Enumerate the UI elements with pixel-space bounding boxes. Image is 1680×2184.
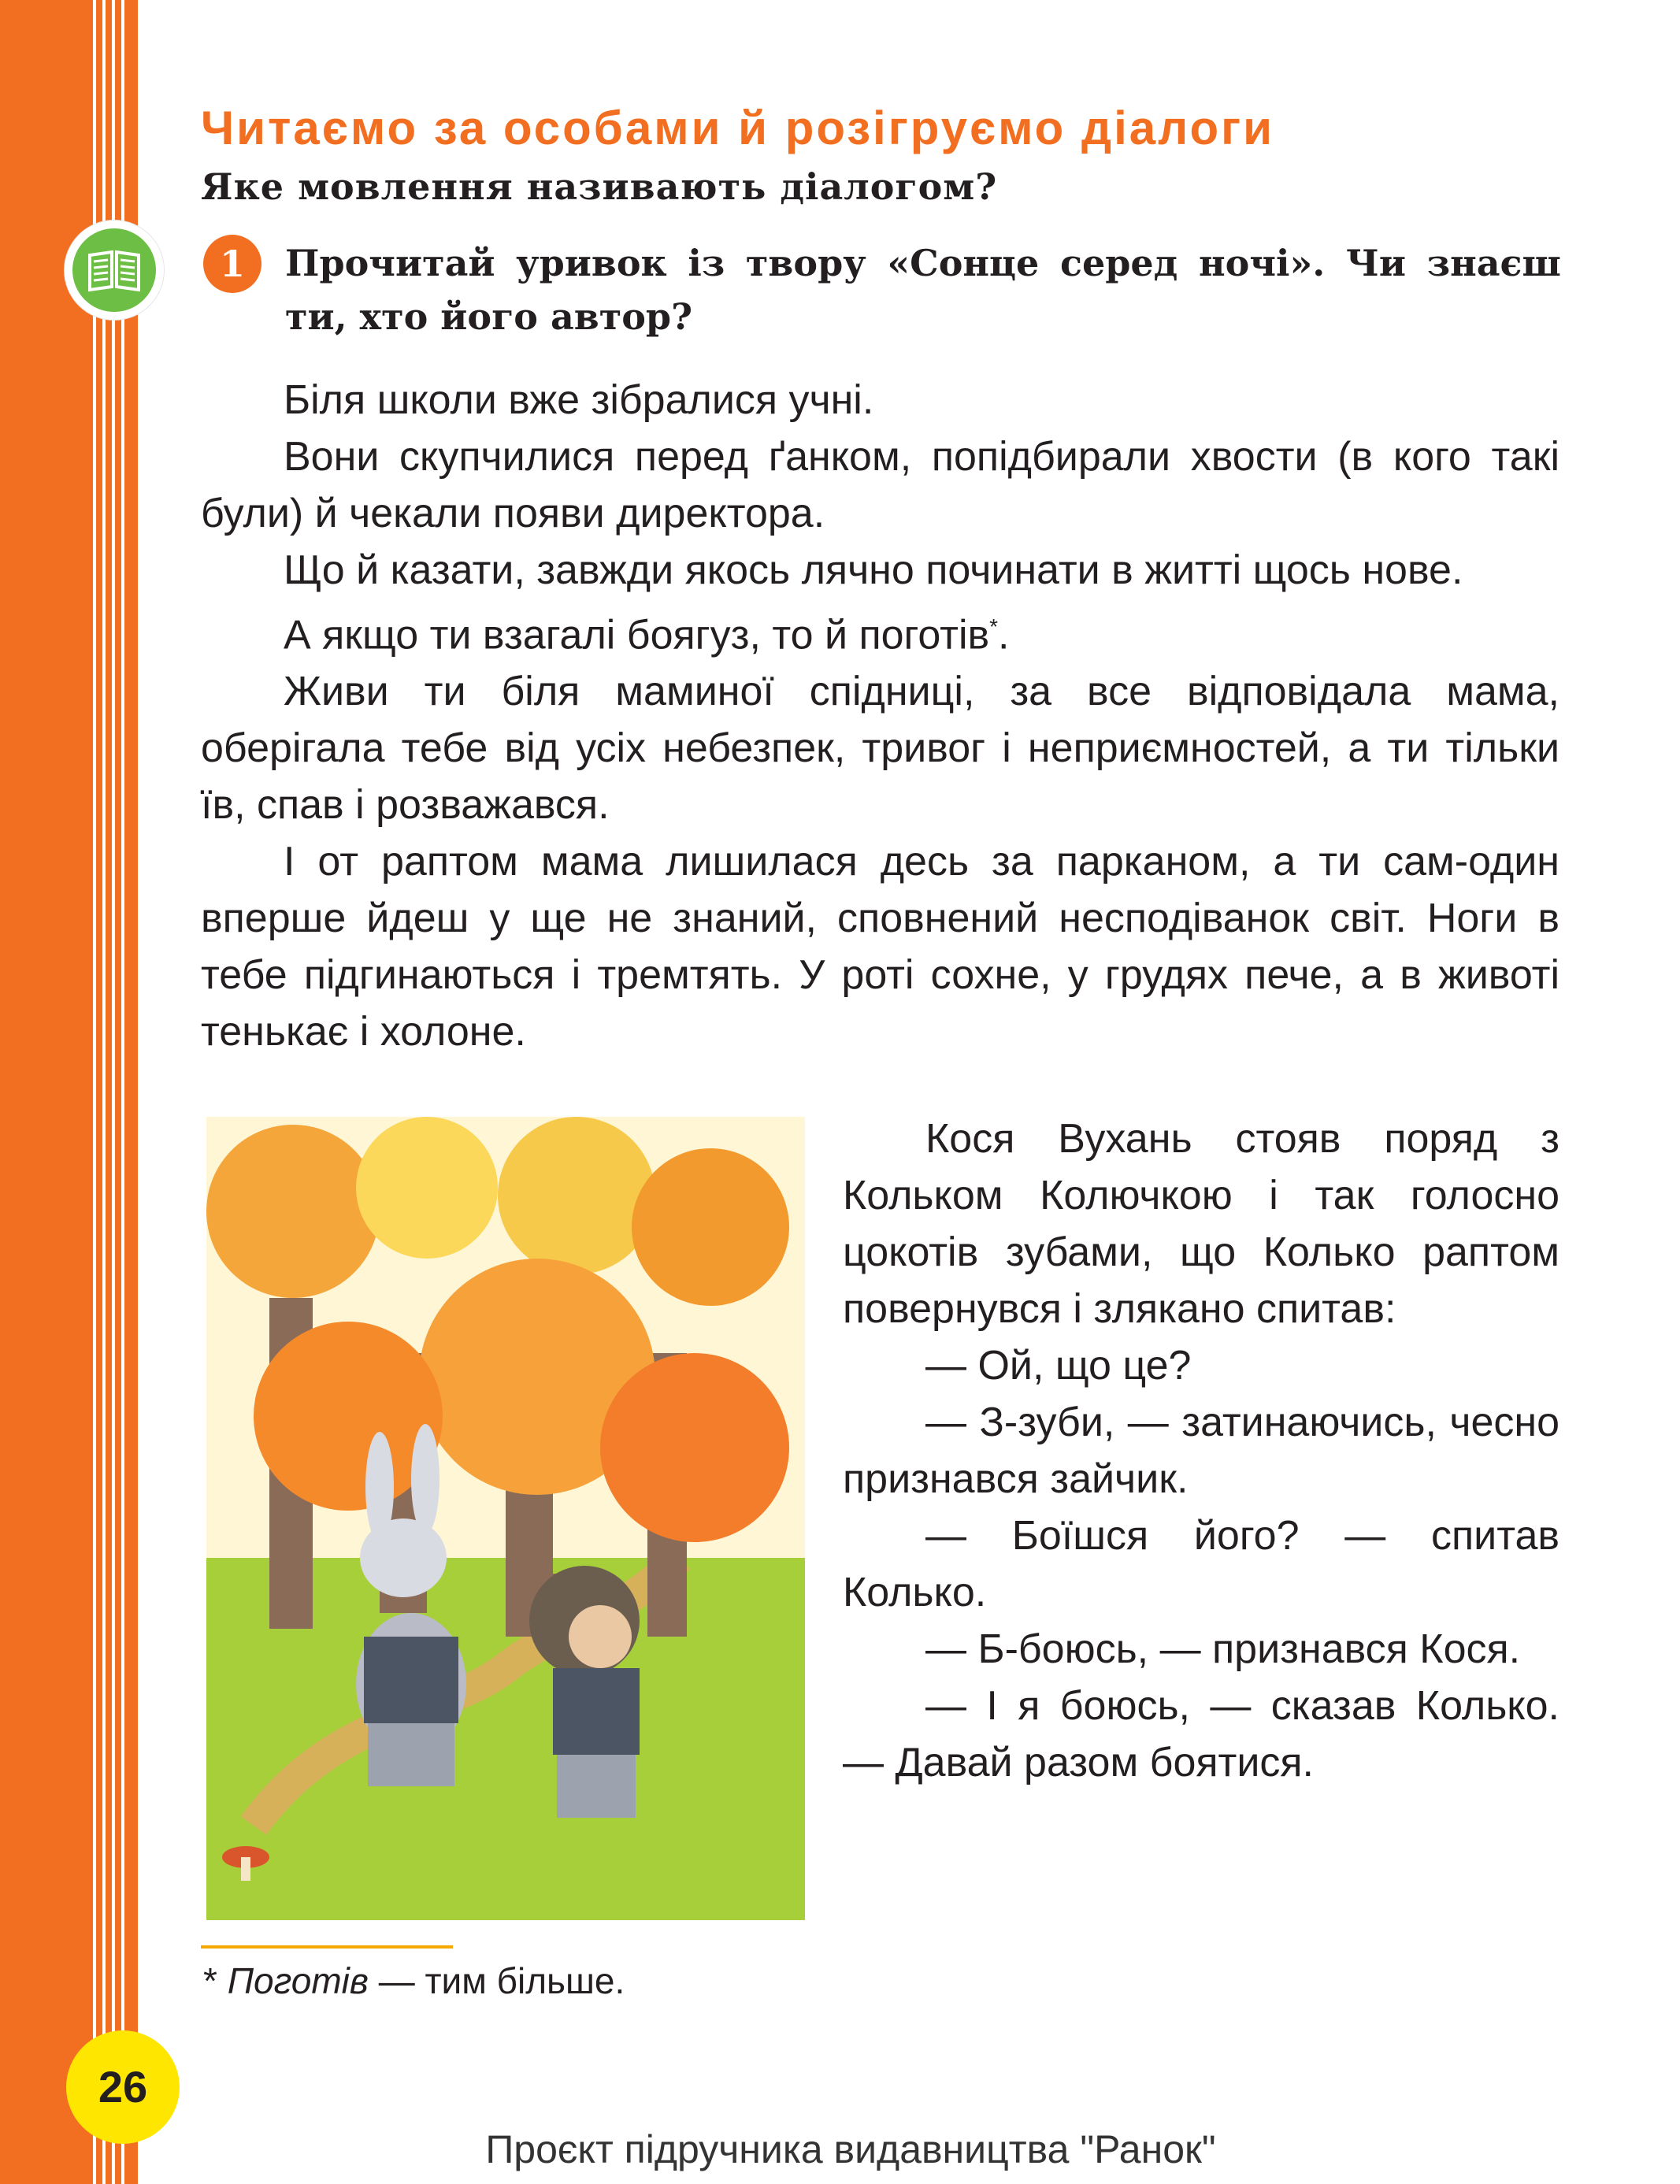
- forest-illustration: [206, 1117, 805, 1920]
- dialogue-line: — І я боюсь, — сказав Колько. — Давай разом боятися.: [843, 1683, 1559, 1785]
- footnote-definition: — тим більше.: [378, 1960, 625, 2001]
- story-paragraph: І от раптом мама лишилася десь за парканом, а ти сам-один вперше йдеш у ще не знаний, сповнений несподіванок світ. Ноги в тебе підгинаються і тремтять. У роті сохне, у грудях пече, а в животі тенькає і холоне.: [201, 839, 1559, 1055]
- sidebar-stripe: [121, 0, 124, 2184]
- pogotiv-line: А якщо ти взагалі боягуз, то й поготів: [284, 612, 990, 658]
- footnote-term: Поготів: [227, 1960, 369, 2001]
- task-number-badge: 1: [203, 235, 261, 293]
- page-sidebar: [0, 0, 138, 2184]
- dialogue-line: — З-зуби, — затинаючись, чесно признався зайчик.: [843, 1400, 1559, 1502]
- story-paragraph: Живи ти біля маминої спідниці, за все відповідала мама, оберігала тебе від усіх небезпек, тривог і неприємностей, а ти тільки їв, спав і розважався.: [201, 669, 1559, 829]
- sidebar-stripe: [93, 0, 96, 2184]
- footnote-mark: *: [203, 1960, 217, 2001]
- sidebar-stripe: [102, 0, 106, 2184]
- page-number: 26: [66, 2030, 180, 2144]
- story-paragraph-pogotiv: А якщо ти взагалі боягуз, то й поготів*.: [284, 612, 1010, 658]
- dialogue-line: — Ой, що це?: [925, 1343, 1192, 1389]
- task-instruction: Прочитай уривок із твору «Сонце серед ночі». Чи знаєш ти, хто його автор?: [285, 242, 1561, 338]
- open-book-icon: [65, 221, 164, 320]
- story-paragraph: Що й казати, завжди якось лячно починати в житті щось нове.: [284, 547, 1463, 593]
- story-text: [201, 372, 1559, 1060]
- footnote: [203, 1960, 1148, 2002]
- footnote-marker: *: [989, 614, 999, 639]
- sidebar-stripe: [112, 0, 115, 2184]
- dialogue-line: — Боїшся його? — спитав Колько.: [843, 1513, 1559, 1615]
- dialogue-line: — Б-боюсь, — признався Кося.: [925, 1626, 1521, 1672]
- dialogue-line: Кося Вухань стояв поряд з Кольком Колючкою і так голосно цокотів зубами, що Колько раптом повернувся і злякано спитав:: [843, 1116, 1559, 1332]
- story-paragraph: Вони скупчилися перед ґанком, попідбирали хвости (в кого такі були) й чекали появи директора.: [201, 434, 1559, 536]
- dialogue-text: [843, 1111, 1559, 1791]
- story-paragraph: Біля школи вже зібралися учні.: [284, 377, 874, 423]
- section-question: Яке мовлення називають діалогом?: [201, 165, 998, 208]
- footnote-divider: [201, 1945, 453, 1949]
- publisher-note: Проєкт підручника видавництва "Ранок": [485, 2127, 1216, 2171]
- section-title: Читаємо за особами й розігруємо діалоги: [201, 102, 1274, 154]
